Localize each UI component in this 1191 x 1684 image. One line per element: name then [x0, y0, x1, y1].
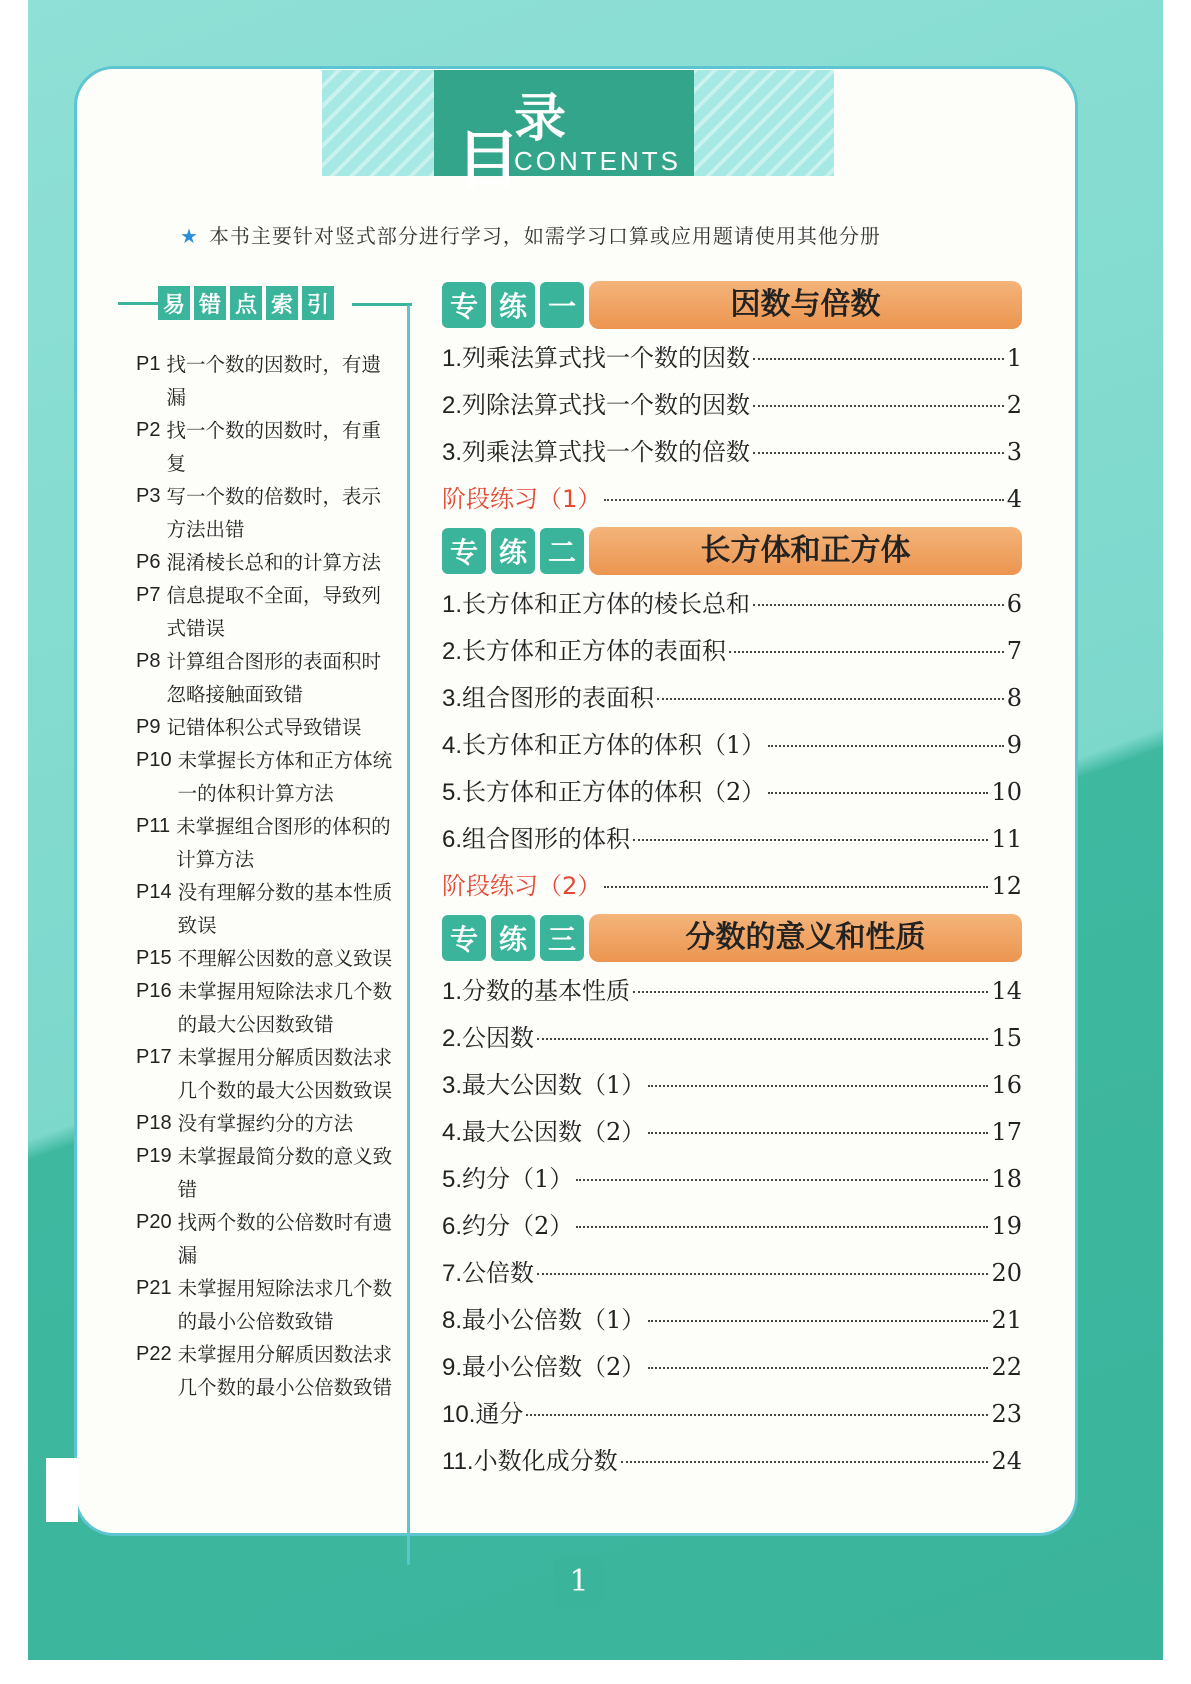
entry-title: 长方体和正方体的体积（2）	[462, 778, 766, 806]
index-page: P19	[136, 1145, 172, 1167]
header-title-block	[434, 70, 694, 199]
toc-entry[interactable]	[442, 725, 1022, 772]
index-text: 没有理解分数的基本性质致误	[177, 881, 393, 937]
entry-number: 10.	[442, 1401, 476, 1428]
entry-title: 长方体和正方体的棱长总和	[462, 590, 751, 618]
index-text: 未掌握用分解质因数法求几个数的最小公倍数致错	[177, 1343, 393, 1399]
index-text: 未掌握组合图形的体积的计算方法	[176, 815, 391, 871]
entry-page: 4	[1006, 485, 1022, 513]
edge-tab	[46, 1458, 78, 1522]
entry-page: 12	[991, 872, 1022, 900]
entry-number: 3.	[442, 685, 463, 712]
entry-page: 18	[991, 1165, 1022, 1193]
index-page: P2	[136, 419, 161, 441]
index-item[interactable]	[136, 1206, 394, 1272]
error-index-title	[118, 286, 338, 320]
toc-entry[interactable]	[442, 1112, 1022, 1159]
index-text: 未掌握最简分数的意义致错	[177, 1145, 393, 1201]
index-page: P15	[136, 947, 172, 969]
toc-entry[interactable]	[442, 1441, 1022, 1488]
section-label-char: 练	[491, 915, 535, 961]
index-page: P3	[136, 485, 161, 507]
index-text: 未掌握用短除法求几个数的最小公倍数致错	[177, 1277, 393, 1333]
page-number: 1	[554, 1556, 604, 1608]
section-header	[442, 913, 1022, 963]
index-title-char: 点	[230, 286, 262, 320]
leader-dots	[604, 499, 1003, 501]
entry-title: 约分（1）	[462, 1165, 574, 1193]
entry-page: 21	[991, 1306, 1022, 1334]
column-divider	[407, 305, 410, 1565]
index-page: P7	[136, 584, 161, 606]
entry-number: 2.	[442, 1025, 463, 1052]
index-page: P6	[136, 551, 161, 573]
entry-title: 组合图形的表面积	[462, 684, 655, 712]
index-item[interactable]	[136, 1041, 394, 1107]
leader-dots	[576, 1179, 988, 1181]
leader-dots	[633, 991, 988, 993]
index-page: P8	[136, 650, 161, 672]
index-item[interactable]	[136, 414, 394, 480]
index-page: P20	[136, 1211, 172, 1233]
entry-page: 8	[1006, 684, 1022, 712]
index-text: 未掌握用短除法求几个数的最大公因数致错	[177, 980, 393, 1036]
leader-dots	[657, 698, 1004, 700]
entry-number: 8.	[442, 1307, 463, 1334]
entry-page: 3	[1006, 438, 1022, 466]
toc-entry[interactable]	[442, 1018, 1022, 1065]
entry-number: 9.	[442, 1354, 463, 1381]
leader-dots	[648, 1367, 988, 1369]
toc-entry[interactable]	[442, 772, 1022, 819]
entry-title: 长方体和正方体的体积（1）	[462, 731, 766, 759]
toc-entry[interactable]	[442, 1159, 1022, 1206]
index-title-char: 错	[194, 286, 226, 320]
stage-practice-entry[interactable]	[442, 866, 1022, 913]
entry-title: 最大公因数（2）	[462, 1118, 646, 1146]
entry-number: 2.	[442, 392, 463, 419]
index-text: 未掌握用分解质因数法求几个数的最大公因数致误	[177, 1046, 393, 1102]
index-page: P17	[136, 1046, 172, 1068]
toc-entry[interactable]	[442, 678, 1022, 725]
entry-number: 2.	[442, 638, 463, 665]
toc-entry[interactable]	[442, 1300, 1022, 1347]
entry-page: 17	[991, 1118, 1022, 1146]
index-item[interactable]	[136, 579, 394, 645]
index-title-char: 易	[158, 286, 190, 320]
index-item[interactable]	[136, 975, 394, 1041]
index-item[interactable]	[136, 1338, 394, 1404]
section-title: 因数与倍数	[589, 281, 1022, 329]
entry-number: 1.	[442, 978, 463, 1005]
toc-entry[interactable]	[442, 1394, 1022, 1441]
index-item[interactable]	[136, 711, 394, 744]
entry-title: 小数化成分数	[473, 1447, 618, 1475]
entry-number: 5.	[442, 779, 463, 806]
toc-entry[interactable]	[442, 1253, 1022, 1300]
toc-entry[interactable]	[442, 584, 1022, 631]
entry-title: 最小公倍数（1）	[462, 1306, 646, 1334]
index-page: P18	[136, 1112, 172, 1134]
leader-dots	[768, 792, 988, 794]
index-text: 找一个数的因数时，有遗漏	[166, 353, 381, 409]
entry-number: 6.	[442, 1213, 463, 1240]
section-header	[442, 526, 1022, 576]
entry-title: 阶段练习（1）	[442, 485, 602, 513]
section-label-char: 专	[442, 528, 486, 574]
index-text: 信息提取不全面，导致列式错误	[166, 584, 381, 640]
index-text: 找一个数的因数时，有重复	[166, 419, 381, 475]
toc-entry[interactable]	[442, 1065, 1022, 1112]
index-page: P16	[136, 980, 172, 1002]
index-item[interactable]	[136, 876, 394, 942]
index-text: 记错体积公式导致错误	[166, 716, 362, 739]
entry-number: 7.	[442, 1260, 463, 1287]
toc-entry[interactable]	[442, 971, 1022, 1018]
index-page: P9	[136, 716, 161, 738]
toc-entry[interactable]	[442, 631, 1022, 678]
entry-title: 列除法算式找一个数的因数	[462, 391, 751, 419]
index-item[interactable]	[136, 480, 394, 546]
book-note	[180, 220, 881, 249]
entry-page: 22	[991, 1353, 1022, 1381]
leader-dots	[648, 1132, 988, 1134]
section-title: 长方体和正方体	[589, 527, 1022, 575]
leader-dots	[648, 1085, 988, 1087]
leader-dots	[526, 1414, 988, 1416]
entry-page: 11	[991, 825, 1022, 853]
index-page: P21	[136, 1277, 172, 1299]
leader-dots	[537, 1273, 988, 1275]
section-label-char: 练	[491, 282, 535, 328]
section-label-char: 二	[540, 528, 584, 574]
index-text: 没有掌握约分的方法	[177, 1112, 354, 1135]
entry-number: 3.	[442, 439, 463, 466]
leader-dots	[621, 1461, 989, 1463]
section-label-char: 专	[442, 915, 486, 961]
toc-entry[interactable]	[442, 338, 1022, 385]
leader-dots	[633, 839, 988, 841]
title-char-mu: 目	[456, 125, 520, 199]
entry-page: 15	[991, 1024, 1022, 1052]
divider	[352, 303, 412, 306]
error-index-list	[136, 348, 394, 1404]
entry-page: 14	[991, 977, 1022, 1005]
section-label-char: 三	[540, 915, 584, 961]
index-title-char: 引	[302, 286, 334, 320]
entry-page: 9	[1006, 731, 1022, 759]
toc-entry[interactable]	[442, 1347, 1022, 1394]
index-item[interactable]	[136, 645, 394, 711]
entry-title: 列乘法算式找一个数的倍数	[462, 438, 751, 466]
entry-number: 4.	[442, 732, 463, 759]
entry-page: 20	[991, 1259, 1022, 1287]
index-page: P1	[136, 353, 161, 375]
index-text: 不理解公因数的意义致误	[177, 947, 393, 970]
index-text: 混淆棱长总和的计算方法	[166, 551, 381, 574]
section-label-char: 一	[540, 282, 584, 328]
leader-dots	[576, 1226, 988, 1228]
leader-dots	[768, 745, 1003, 747]
leader-dots	[753, 452, 1004, 454]
section-label-char: 专	[442, 282, 486, 328]
leader-dots	[753, 358, 1004, 360]
entry-title: 列乘法算式找一个数的因数	[462, 344, 751, 372]
entry-number: 11.	[442, 1448, 474, 1475]
entry-title: 最小公倍数（2）	[462, 1353, 646, 1381]
index-item[interactable]	[136, 744, 394, 810]
entry-title: 公因数	[462, 1024, 535, 1052]
leader-dots	[604, 886, 988, 888]
entry-page: 6	[1006, 590, 1022, 618]
entry-page: 24	[991, 1447, 1022, 1475]
index-item[interactable]	[136, 810, 394, 876]
entry-number: 1.	[442, 345, 463, 372]
entry-page: 1	[1006, 344, 1022, 372]
section-title: 分数的意义和性质	[589, 914, 1022, 962]
index-item[interactable]	[136, 1107, 394, 1140]
index-item[interactable]	[136, 1272, 394, 1338]
entry-title: 通分	[475, 1400, 524, 1428]
note-text: 本书主要针对竖式部分进行学习，如需学习口算或应用题请使用其他分册	[208, 224, 881, 248]
entry-page: 19	[991, 1212, 1022, 1240]
leader-dots	[753, 405, 1004, 407]
toc-entry[interactable]	[442, 432, 1022, 479]
index-text: 未掌握长方体和正方体统一的体积计算方法	[177, 749, 393, 805]
entry-title: 阶段练习（2）	[442, 872, 602, 900]
entry-title: 长方体和正方体的表面积	[462, 637, 727, 665]
leader-dots	[729, 651, 1004, 653]
entry-number: 5.	[442, 1166, 463, 1193]
toc-entry[interactable]	[442, 385, 1022, 432]
index-page: P22	[136, 1343, 172, 1365]
index-item[interactable]	[136, 942, 394, 975]
entry-title: 公倍数	[462, 1259, 535, 1287]
entry-number: 6.	[442, 826, 463, 853]
star-icon: ★	[180, 224, 199, 248]
entry-page: 23	[991, 1400, 1022, 1428]
entry-page: 2	[1006, 391, 1022, 419]
title-char-lu: 录	[514, 89, 567, 149]
entry-title: 约分（2）	[462, 1212, 574, 1240]
contents-list	[442, 280, 1022, 1488]
index-text: 找两个数的公倍数时有遗漏	[177, 1211, 393, 1267]
section-label-char: 练	[491, 528, 535, 574]
index-page: P10	[136, 749, 172, 771]
entry-title: 分数的基本性质	[462, 977, 631, 1005]
entry-title: 最大公因数（1）	[462, 1071, 646, 1099]
index-item[interactable]	[136, 546, 394, 579]
section-header	[442, 280, 1022, 330]
leader-dots	[537, 1038, 988, 1040]
index-text: 写一个数的倍数时，表示方法出错	[166, 485, 381, 541]
index-item[interactable]	[136, 1140, 394, 1206]
index-text: 计算组合图形的表面积时忽略接触面致错	[166, 650, 381, 706]
title-subtitle: CONTENTS	[514, 146, 681, 176]
entry-page: 16	[991, 1071, 1022, 1099]
index-page: P14	[136, 881, 172, 903]
leader-dots	[648, 1320, 988, 1322]
entry-number: 4.	[442, 1119, 463, 1146]
entry-number: 1.	[442, 591, 463, 618]
entry-page: 7	[1006, 637, 1022, 665]
toc-entry[interactable]	[442, 1206, 1022, 1253]
entry-number: 3.	[442, 1072, 463, 1099]
index-page: P11	[136, 815, 171, 837]
index-item[interactable]	[136, 348, 394, 414]
entry-title: 组合图形的体积	[462, 825, 631, 853]
divider	[118, 302, 158, 305]
entry-page: 10	[991, 778, 1022, 806]
index-title-char: 索	[266, 286, 298, 320]
stage-practice-entry[interactable]	[442, 479, 1022, 526]
toc-entry[interactable]	[442, 819, 1022, 866]
leader-dots	[753, 604, 1004, 606]
